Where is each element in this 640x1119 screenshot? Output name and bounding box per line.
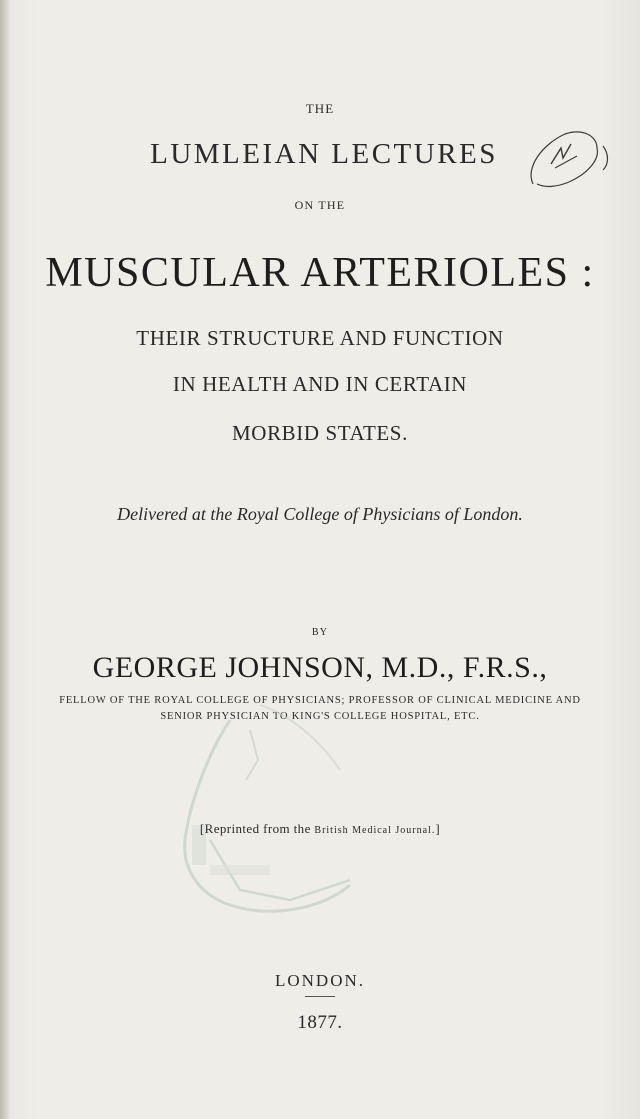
reprint-suffix: ] [435, 821, 441, 836]
main-title: MUSCULAR ARTERIOLES : [45, 250, 595, 296]
author-name: GEORGE JOHNSON, M.D., F.R.S., [92, 651, 548, 684]
author-affiliation-2: SENIOR PHYSICIAN TO KING'S COLLEGE HOSPITAL, ETC. [160, 711, 480, 722]
reprint-source: British Medical Journal. [314, 825, 436, 836]
subtitle-line-3: MORBID STATES. [232, 421, 408, 445]
lecture-name: LUMLEIAN LECTURES [150, 138, 498, 170]
subtitle-line-1: THEIR STRUCTURE AND FUNCTION [136, 326, 504, 350]
the-label: THE [305, 101, 335, 116]
author-affiliation-1: FELLOW OF THE ROYAL COLLEGE OF PHYSICIANS; PROFESSOR OF CLINICAL MEDICINE AND [59, 695, 581, 706]
subtitle-line-2: IN HEALTH AND IN CERTAIN [172, 372, 468, 396]
on-the-label: ON THE [294, 198, 346, 212]
imprint-rule [305, 996, 335, 997]
library-stamp [150, 690, 410, 930]
reprint-prefix: [Reprinted from the [199, 821, 315, 836]
imprint-year: 1877. [297, 1012, 343, 1033]
delivered-at-line: Delivered at the Royal College of Physicians of London. [117, 504, 523, 524]
by-label: BY [311, 627, 329, 638]
imprint-place: LONDON. [274, 971, 366, 990]
handwritten-mark [505, 122, 625, 202]
reprint-note [0, 821, 640, 837]
